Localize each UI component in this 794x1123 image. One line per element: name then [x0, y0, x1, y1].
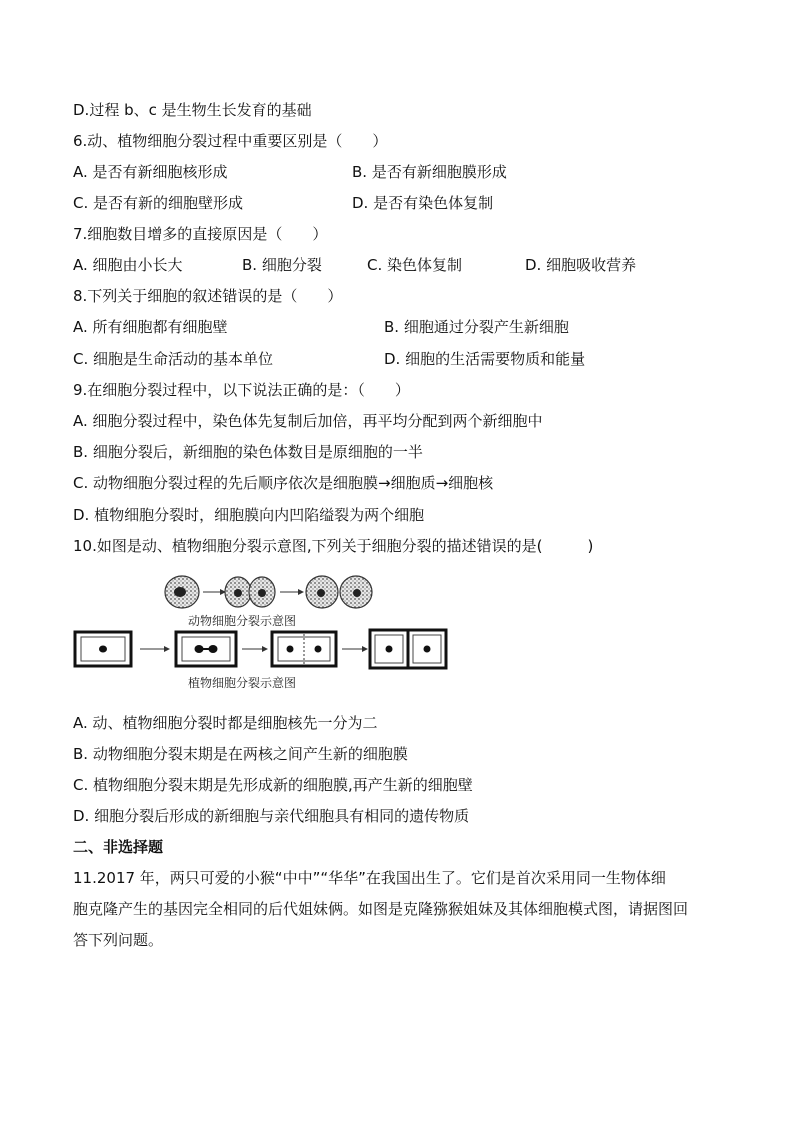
plant-cell-row: [75, 630, 446, 668]
q7-option-b: B. 细胞分裂: [242, 256, 322, 274]
q11-line-2: 胞克隆产生的基因完全相同的后代姐妹俩。如图是克隆猕猴姐妹及其体细胞模式图，请据图回: [73, 900, 689, 918]
q6-option-c: C. 是否有新的细胞壁形成: [73, 194, 244, 212]
q8-stem: 8.下列关于细胞的叙述错误的是（ ）: [73, 287, 343, 305]
section-title: 二、非选择题: [73, 838, 164, 856]
animal-cell-caption: 动物细胞分裂示意图: [188, 614, 297, 628]
q9-stem: 9.在细胞分裂过程中，以下说法正确的是：（ ）: [73, 381, 410, 399]
q7-stem: 7.细胞数目增多的直接原因是（ ）: [73, 225, 328, 243]
q8-option-a: A. 所有细胞都有细胞壁: [73, 318, 228, 336]
q7-option-a: A. 细胞由小长大: [73, 256, 183, 274]
q9-option-a: A. 细胞分裂过程中，染色体先复制后加倍，再平均分配到两个新细胞中: [73, 412, 543, 430]
q10-stem: 10.如图是动、植物细胞分裂示意图,下列关于细胞分裂的描述错误的是( ): [73, 537, 594, 555]
q10-option-d: D. 细胞分裂后形成的新细胞与亲代细胞具有相同的遗传物质: [73, 807, 470, 825]
q6-option-a: A. 是否有新细胞核形成: [73, 163, 228, 181]
q10-option-b: B. 动物细胞分裂末期是在两核之间产生新的细胞膜: [73, 745, 408, 763]
q7-option-d: D. 细胞吸收营养: [525, 256, 637, 274]
cell-division-figure: [70, 570, 452, 694]
plant-cell-caption: 植物细胞分裂示意图: [188, 676, 297, 690]
q7-option-c: C. 染色体复制: [367, 256, 463, 274]
q8-option-d: D. 细胞的生活需要物质和能量: [384, 350, 586, 368]
q6-stem: 6.动、植物细胞分裂过程中重要区别是（ ）: [73, 132, 388, 150]
q5-option-d: D.过程 b、c 是生物生长发育的基础: [73, 101, 312, 119]
q10-option-c: C. 植物细胞分裂末期是先形成新的细胞膜,再产生新的细胞壁: [73, 776, 473, 794]
q11-line-3: 答下列问题。: [73, 931, 164, 949]
q9-option-c: C. 动物细胞分裂过程的先后顺序依次是细胞膜→细胞质→细胞核: [73, 474, 494, 492]
q8-option-c: C. 细胞是生命活动的基本单位: [73, 350, 274, 368]
animal-cell-row: [165, 576, 372, 608]
q6-option-b: B. 是否有新细胞膜形成: [352, 163, 507, 181]
q6-option-d: D. 是否有染色体复制: [352, 194, 494, 212]
q8-option-b: B. 细胞通过分裂产生新细胞: [384, 318, 569, 336]
q11-line-1: 11.2017 年，两只可爱的小猴“中中”“华华”在我国出生了。它们是首次采用同一生物体细: [73, 869, 666, 887]
q9-option-b: B. 细胞分裂后，新细胞的染色体数目是原细胞的一半: [73, 443, 423, 461]
q9-option-d: D. 植物细胞分裂时，细胞膜向内凹陷缢裂为两个细胞: [73, 506, 425, 524]
q10-option-a: A. 动、植物细胞分裂时都是细胞核先一分为二: [73, 714, 378, 732]
